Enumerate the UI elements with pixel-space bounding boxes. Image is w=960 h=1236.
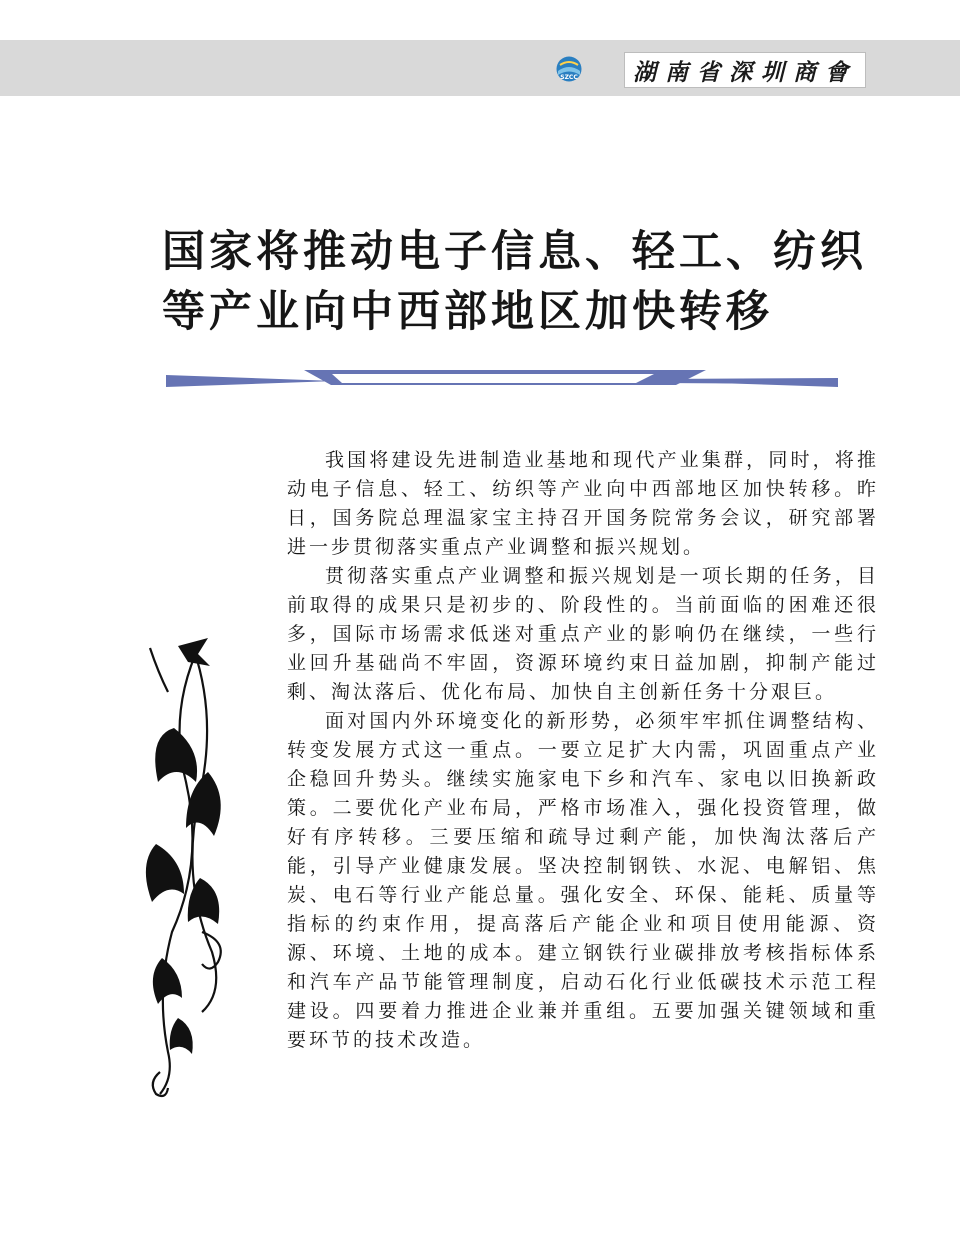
paragraph: 贯彻落实重点产业调整和振兴规划是一项长期的任务，目前取得的成果只是初步的、阶段性的。当前面临的困难还很多，国际市场需求低迷对重点产业的影响仍在继续，一些行业回升基础尚不牢固，资源环境约束日益加剧，抑制产能过剩、淘汰落后、优化布局、加快自主创新任务十分艰巨。 (287, 565, 879, 703)
vine-ornament-icon (138, 632, 234, 1102)
masthead-title: 湖南省深圳商會 (624, 52, 866, 88)
article-title: 国家将推动电子信息、轻工、纺织等产业向中西部地区加快转移 (162, 227, 867, 337)
paragraph: 我国将建设先进制造业基地和现代产业集群，同时，将推动电子信息、轻工、纺织等产业向中西部地区加快转移。昨日，国务院总理温家宝主持召开国务院常务会议，研究部署进一步贯彻落实重点产业调整和振兴规划。 (287, 449, 879, 558)
szcc-logo-icon (556, 56, 582, 82)
logo-text: SZCC (560, 74, 578, 81)
article-body (287, 446, 879, 1055)
paragraph: 面对国内外环境变化的新形势，必须牢牢抓住调整结构、转变发展方式这一重点。一要立足扩大内需，巩固重点产业企稳回升势头。继续实施家电下乡和汽车、家电以旧换新政策。二要优化产业布局，严格市场准入，强化投资管理，做好有序转移。三要压缩和疏导过剩产能，加快淘汰落后产能，引导产业健康发展。坚决控制钢铁、水泥、电解铝、焦炭、电石等行业产能总量。强化安全、环保、能耗、质量等指标的约束作用，提高落后产能企业和项目使用能源、资源、环境、土地的成本。建立钢铁行业碳排放考核指标体系和汽车产品节能管理制度，启动石化行业低碳技术示范工程建设。四要着力推进企业兼并重组。五要加强关键领域和重要环节的技术改造。 (287, 710, 879, 1051)
title-divider (166, 366, 838, 394)
